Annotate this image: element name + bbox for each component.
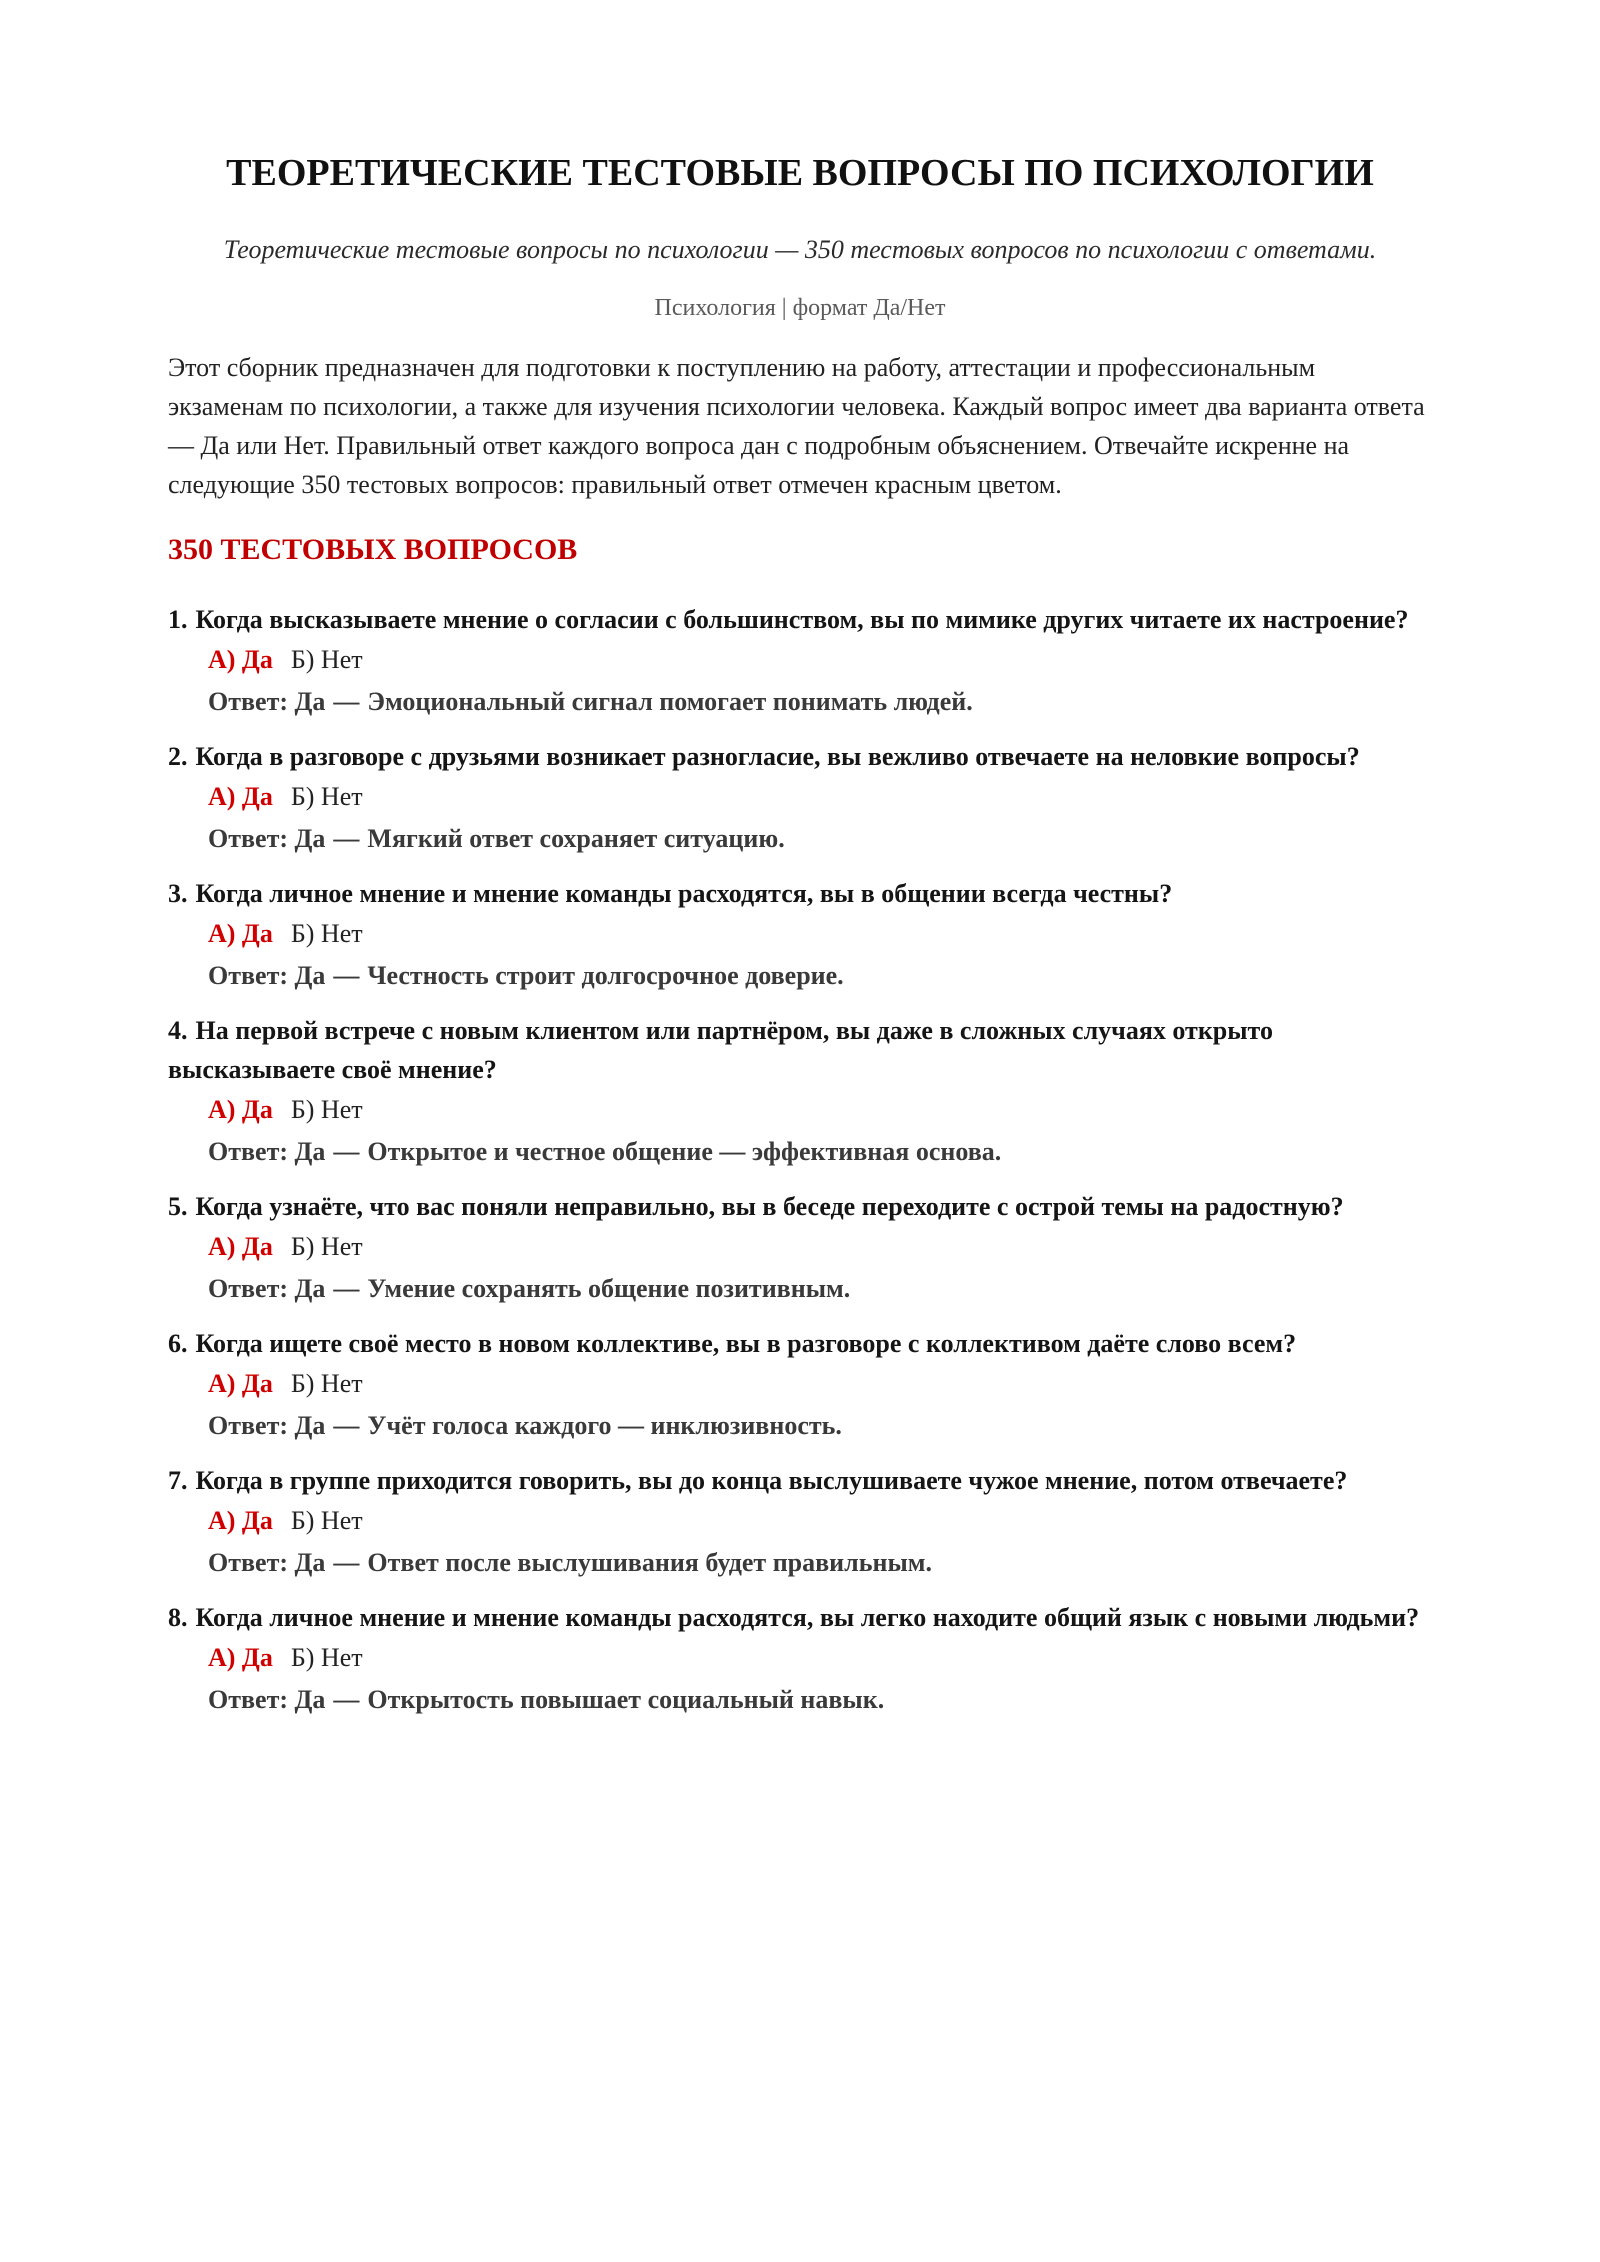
page-title: ТЕОРЕТИЧЕСКИЕ ТЕСТОВЫЕ ВОПРОСЫ ПО ПСИХОЛОГИИ	[226, 152, 1374, 194]
question-options	[168, 1637, 1432, 1679]
intro-paragraph: Этот сборник предназначен для подготовки к поступлению на работу, аттестации и профессиональным экзаменам по психологии, а также для изучения психологии человека. Каждый вопрос имеет два варианта ответа — Да или Нет. Правильный ответ каждого вопроса дан с подробным объяснением. Отвечайте искренне на следующие 350 тестовых вопросов: правильный ответ отмечен красным цветом.	[168, 353, 1425, 499]
page-subtitle: Теоретические тестовые вопросы по психологии — 350 тестовых вопросов по психологии с ответами.	[223, 235, 1377, 264]
answer-label: Ответ: Да	[208, 961, 326, 990]
question-options	[168, 776, 1432, 818]
question-options	[168, 1226, 1432, 1268]
question-item	[168, 1598, 1432, 1721]
option-b: Б) Нет	[290, 919, 363, 948]
answer-label: Ответ: Да	[208, 1137, 326, 1166]
answer-explanation: Мягкий ответ сохраняет ситуацию.	[367, 824, 785, 853]
answer-separator: —	[333, 961, 360, 990]
answer-separator: —	[333, 1685, 360, 1714]
answer-line	[168, 1405, 1432, 1447]
answer-separator: —	[333, 1274, 360, 1303]
question-body: На первой встрече с новым клиентом или партнёром, вы даже в сложных случаях открыто высказываете своё мнение?	[168, 1016, 1273, 1084]
question-number: 1.	[168, 605, 188, 634]
question-body: Когда высказываете мнение о согласии с большинством, вы по мимике других читаете их настроение?	[195, 605, 1409, 634]
answer-explanation: Честность строит долгосрочное доверие.	[367, 961, 844, 990]
question-text	[168, 1187, 1432, 1226]
answer-line	[168, 955, 1432, 997]
question-number: 6.	[168, 1329, 188, 1358]
question-body: Когда ищете своё место в новом коллективе, вы в разговоре с коллективом даёте слово всем?	[195, 1329, 1297, 1358]
option-b: Б) Нет	[290, 645, 363, 674]
question-body: Когда в группе приходится говорить, вы до конца выслушиваете чужое мнение, потом отвечаете?	[195, 1466, 1348, 1495]
answer-line	[168, 818, 1432, 860]
answer-line	[168, 1542, 1432, 1584]
question-number: 5.	[168, 1192, 188, 1221]
question-options	[168, 639, 1432, 681]
option-b: Б) Нет	[290, 1506, 363, 1535]
question-options	[168, 913, 1432, 955]
question-body: Когда в разговоре с друзьями возникает разногласие, вы вежливо отвечаете на неловкие вопросы?	[195, 742, 1360, 771]
answer-line	[168, 1268, 1432, 1310]
option-b: Б) Нет	[290, 1095, 363, 1124]
answer-separator: —	[333, 1411, 360, 1440]
question-body: Когда узнаёте, что вас поняли неправильно, вы в беседе переходите с острой темы на радостную?	[195, 1192, 1344, 1221]
answer-line	[168, 1679, 1432, 1721]
question-options	[168, 1363, 1432, 1405]
option-a-correct: А) Да	[208, 645, 273, 674]
answer-label: Ответ: Да	[208, 1685, 326, 1714]
option-a-correct: А) Да	[208, 1232, 273, 1261]
answer-explanation: Ответ после выслушивания будет правильным.	[367, 1548, 932, 1577]
answer-separator: —	[333, 1548, 360, 1577]
question-number: 3.	[168, 879, 188, 908]
question-text	[168, 874, 1432, 913]
question-item	[168, 1461, 1432, 1584]
question-list	[168, 600, 1432, 1721]
question-item	[168, 737, 1432, 860]
question-text	[168, 1598, 1432, 1637]
option-b: Б) Нет	[290, 782, 363, 811]
answer-separator: —	[333, 1137, 360, 1166]
question-text	[168, 600, 1432, 639]
question-item	[168, 1011, 1432, 1173]
option-a-correct: А) Да	[208, 919, 273, 948]
option-a-correct: А) Да	[208, 1095, 273, 1124]
answer-separator: —	[333, 687, 360, 716]
question-options	[168, 1500, 1432, 1542]
category-meta: Психология | формат Да/Нет	[654, 295, 946, 321]
question-text	[168, 1324, 1432, 1363]
question-item	[168, 1324, 1432, 1447]
question-body: Когда личное мнение и мнение команды расходятся, вы в общении всегда честны?	[195, 879, 1173, 908]
answer-explanation: Открытость повышает социальный навык.	[367, 1685, 885, 1714]
answer-label: Ответ: Да	[208, 1548, 326, 1577]
question-body: Когда личное мнение и мнение команды расходятся, вы легко находите общий язык с новыми людьми?	[195, 1603, 1420, 1632]
question-item	[168, 1187, 1432, 1310]
answer-label: Ответ: Да	[208, 687, 326, 716]
question-number: 8.	[168, 1603, 188, 1632]
answer-explanation: Учёт голоса каждого — инклюзивность.	[367, 1411, 842, 1440]
question-number: 7.	[168, 1466, 188, 1495]
option-a-correct: А) Да	[208, 782, 273, 811]
option-b: Б) Нет	[290, 1643, 363, 1672]
question-text	[168, 1461, 1432, 1500]
question-text	[168, 1011, 1432, 1089]
option-b: Б) Нет	[290, 1232, 363, 1261]
answer-label: Ответ: Да	[208, 824, 326, 853]
option-a-correct: А) Да	[208, 1506, 273, 1535]
answer-separator: —	[333, 824, 360, 853]
answer-explanation: Открытое и честное общение — эффективная основа.	[367, 1137, 1002, 1166]
answer-line	[168, 681, 1432, 723]
option-a-correct: А) Да	[208, 1643, 273, 1672]
question-options	[168, 1089, 1432, 1131]
option-a-correct: А) Да	[208, 1369, 273, 1398]
answer-label: Ответ: Да	[208, 1274, 326, 1303]
question-item	[168, 600, 1432, 723]
question-text	[168, 737, 1432, 776]
answer-line	[168, 1131, 1432, 1173]
answer-explanation: Эмоциональный сигнал помогает понимать людей.	[367, 687, 973, 716]
answer-explanation: Умение сохранять общение позитивным.	[367, 1274, 851, 1303]
section-heading: 350 ТЕСТОВЫХ ВОПРОСОВ	[168, 533, 578, 566]
answer-label: Ответ: Да	[208, 1411, 326, 1440]
question-item	[168, 874, 1432, 997]
option-b: Б) Нет	[290, 1369, 363, 1398]
question-number: 2.	[168, 742, 188, 771]
question-number: 4.	[168, 1016, 188, 1045]
